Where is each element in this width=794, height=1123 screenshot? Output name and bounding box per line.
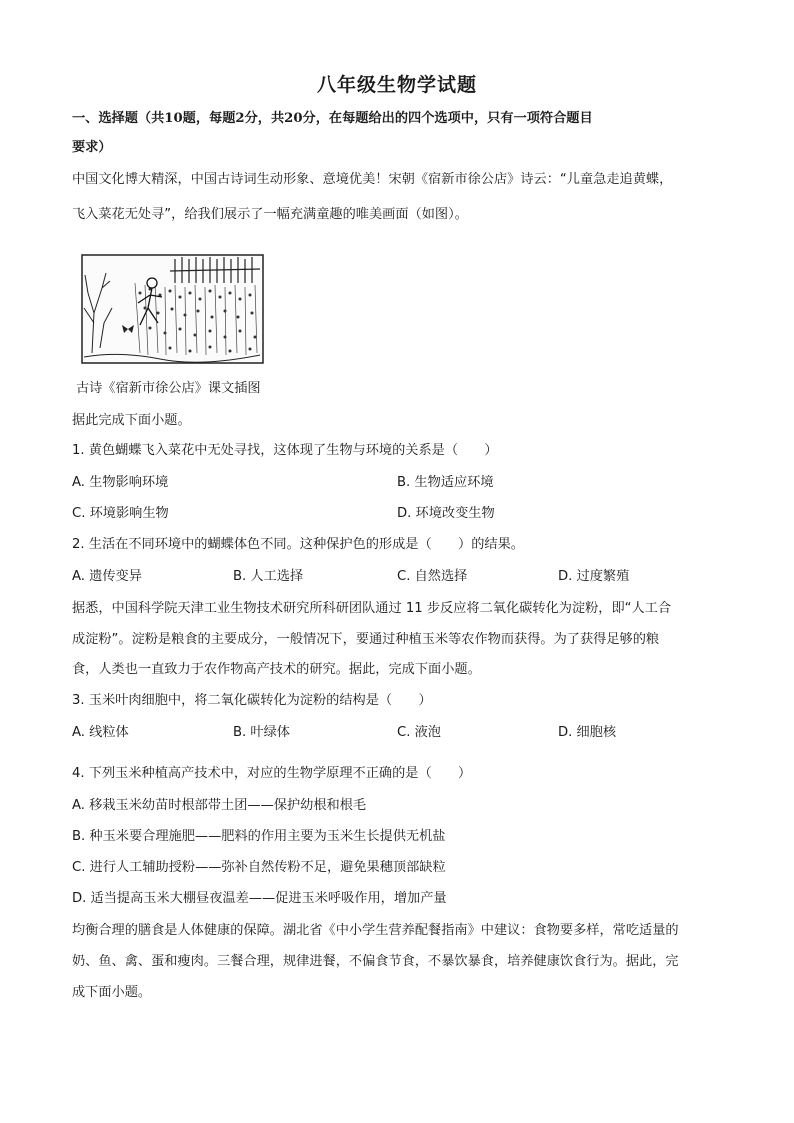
question-2-option-c: C. 自然选择: [397, 569, 468, 584]
passage-3-line-1: 均衡合理的膳食是人体健康的保障。湖北省《中小学生营养配餐指南》中建议：食物要多样，常吃适量的: [72, 923, 679, 938]
page-title: 八年级生物学试题: [316, 74, 477, 96]
question-2-stem: 2. 生活在不同环境中的蝴蝶体色不同。这种保护色的形成是（ ）的结果。: [72, 537, 524, 552]
question-1-option-b: B. 生物适应环境: [397, 475, 494, 490]
question-2-option-d: D. 过度繁殖: [558, 569, 630, 584]
question-3-option-a: A. 线粒体: [72, 725, 129, 740]
passage-2-line-1: 据悉，中国科学院天津工业生物技术研究所科研团队通过 11 步反应将二氧化碳转化为淀粉，即“人工合: [72, 601, 672, 616]
passage-1-line-1: 中国文化博大精深，中国古诗词生动形象、意境优美！宋朝《宿新市徐公店》诗云：“儿童急走追黄蝶，: [72, 172, 673, 187]
question-1-option-a: A. 生物影响环境: [72, 475, 169, 490]
passage-3-line-2: 奶、鱼、禽、蛋和瘦肉。三餐合理，规律进餐，不偏食节食，不暴饮暴食，培养健康饮食行为。据此，完: [72, 954, 679, 969]
question-2-option-b: B. 人工选择: [233, 569, 304, 584]
passage-2-line-2: 成淀粉”。淀粉是粮食的主要成分，一般情况下，要通过种植玉米等农作物而获得。为了获得足够的粮: [72, 632, 660, 647]
section-heading: 一、选择题（共10题，每题2分，共20分，在每题给出的四个选项中，只有一项符合题目: [72, 111, 593, 126]
question-1-option-c: C. 环境影响生物: [72, 506, 169, 521]
question-3-option-b: B. 叶绿体: [233, 725, 290, 740]
passage-3-line-3: 成下面小题。: [72, 985, 152, 1000]
figure-caption: 古诗《宿新市徐公店》课文插图: [76, 381, 261, 396]
instruction-1: 据此完成下面小题。: [72, 413, 191, 428]
section-heading-cont: 要求）: [72, 140, 112, 155]
question-2-option-a: A. 遗传变异: [72, 569, 142, 584]
question-4-stem: 4. 下列玉米种植高产技术中，对应的生物学原理不正确的是（ ）: [72, 766, 472, 781]
question-3-option-d: D. 细胞核: [558, 725, 617, 740]
poem-illustration: [80, 253, 265, 365]
question-1-stem: 1. 黄色蝴蝶飞入菜花中无处寻找，这体现了生物与环境的关系是（ ）: [72, 443, 498, 458]
question-4-option-d: D. 适当提高玉米大棚昼夜温差——促进玉米呼吸作用，增加产量: [72, 891, 447, 906]
question-4-option-b: B. 种玉米要合理施肥——肥料的作用主要为玉米生长提供无机盐: [72, 829, 446, 844]
question-4-option-c: C. 进行人工辅助授粉——弥补自然传粉不足，避免果穗顶部缺粒: [72, 860, 446, 875]
passage-1-line-2: 飞入菜花无处寻”，给我们展示了一幅充满童趣的唯美画面（如图）。: [72, 207, 468, 222]
question-1-option-d: D. 环境改变生物: [397, 506, 495, 521]
question-4-option-a: A. 移栽玉米幼苗时根部带土团——保护幼根和根毛: [72, 798, 367, 813]
question-3-stem: 3. 玉米叶肉细胞中，将二氧化碳转化为淀粉的结构是（ ）: [72, 693, 432, 708]
passage-2-line-3: 食，人类也一直致力于农作物高产技术的研究。据此，完成下面小题。: [72, 662, 481, 677]
question-3-option-c: C. 液泡: [397, 725, 441, 740]
